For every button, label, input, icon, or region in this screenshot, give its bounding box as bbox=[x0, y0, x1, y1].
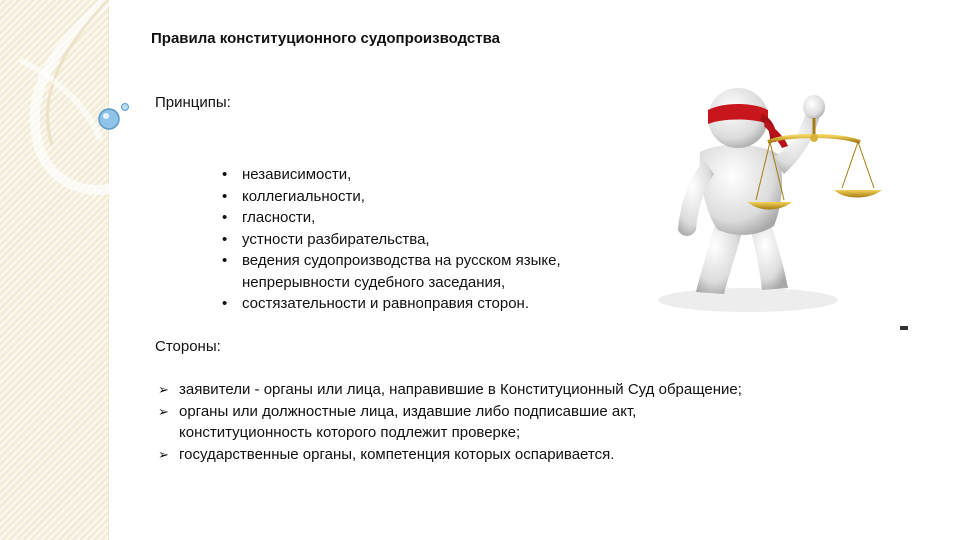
principles-list bbox=[222, 164, 561, 315]
party-text: заявители - органы или лица, направившие в Конституционный Суд обращение; bbox=[179, 381, 742, 398]
list-item bbox=[158, 444, 742, 466]
list-item-continuation bbox=[158, 422, 742, 444]
bullet-icon: • bbox=[222, 209, 228, 226]
party-text: органы или должностные лица, издавшие либо подписавшие акт, bbox=[179, 402, 637, 420]
party-text: государственные органы, компетенция которых оспаривается. bbox=[179, 445, 615, 463]
party-text: конституционность которого подлежит проверке; bbox=[179, 424, 521, 441]
parties-list bbox=[158, 379, 742, 465]
list-item bbox=[222, 186, 561, 208]
list-item bbox=[158, 401, 742, 423]
parties-heading: Стороны: bbox=[155, 338, 221, 355]
principle-text: коллегиальности, bbox=[242, 187, 365, 205]
principles-heading: Принципы: bbox=[155, 94, 231, 111]
list-item bbox=[158, 379, 742, 401]
blindfolded-justice-figure-icon bbox=[638, 80, 908, 330]
arrow-bullet-icon: ➢ bbox=[158, 403, 169, 419]
swirl-decoration-icon bbox=[0, 0, 140, 220]
bullet-icon: • bbox=[222, 187, 228, 205]
list-item bbox=[222, 164, 561, 186]
principle-text: состязательности и равноправия сторон. bbox=[242, 295, 529, 312]
slide-title: Правила конституционного судопроизводства bbox=[151, 30, 500, 47]
arrow-bullet-icon: ➢ bbox=[158, 382, 169, 397]
principle-text: устности разбирательства, bbox=[242, 230, 430, 248]
bullet-icon: • bbox=[222, 166, 228, 183]
list-item bbox=[222, 207, 561, 229]
bullet-icon: • bbox=[222, 295, 228, 312]
bullet-icon: • bbox=[222, 252, 228, 269]
principle-text: независимости, bbox=[242, 166, 352, 183]
bullet-icon: • bbox=[222, 230, 228, 248]
list-item bbox=[222, 293, 561, 315]
principle-text: непрерывности судебного заседания, bbox=[242, 273, 506, 291]
principle-text: гласности, bbox=[242, 209, 316, 226]
list-item bbox=[222, 250, 561, 272]
principle-text: ведения судопроизводства на русском языке, bbox=[242, 252, 561, 269]
list-item-continuation bbox=[222, 272, 561, 294]
corner-mark bbox=[900, 326, 908, 330]
list-item bbox=[222, 229, 561, 251]
arrow-bullet-icon: ➢ bbox=[158, 446, 169, 462]
